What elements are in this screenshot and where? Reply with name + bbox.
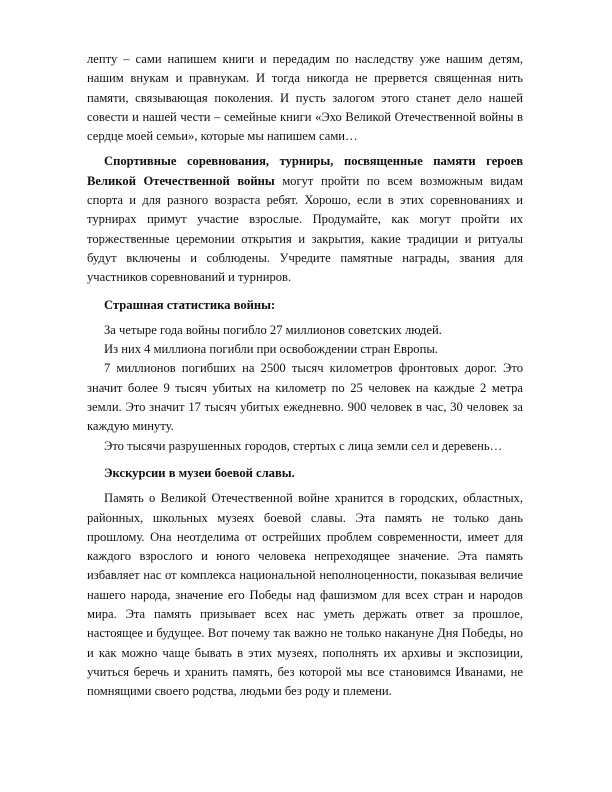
sports-lead-phrase: Спортивные соревнования, турниры, посвященные памяти героев Великой Отечественной войны (87, 154, 523, 188)
document-page (87, 50, 523, 702)
heading-war-statistics: Страшная статистика войны: (104, 297, 276, 312)
paragraph-sports (87, 152, 523, 287)
sports-text: могут пройти по всем возможным видам спорта и для разного возраста ребят. Хорошо, если в этих соревнованиях и турнирах примут участие взрослые. Продумайте, как могут пройти их торжественные церемонии открытия и закрытия, какие традиции и ритуалы будут включены и соблюдены. Учредите памятные награды, звания для участников соревнований и турниров. (87, 173, 523, 285)
paragraph-museums: Память о Великой Отечественной войне хранится в городских, областных, районных, школьных музеях боевой славы. Эта память не только дань прошлому. Она неотделима от острейших проблем современности, имеет для каждого взрослого и юного человека непреходящее значение. Эта память избавляет нас от комплекса национальной неполноценности, показывая величие нашего народа, значение его Победы над фашизмом для всех стран и народов мира. Эта память призывает всех нас уметь держать ответ за прошлое, настоящее и будущее. Вот почему так важно не только накануне Дня Победы, но и как можно чаще бывать в этих музеях, пополнять их архивы и экспозиции, учиться беречь и хранить память, без которой мы все становимся Иванами, не помнящими своего родства, людьми без роду и племени. (87, 491, 523, 699)
stat-line: За четыре года войны погибло 27 миллионов советских людей. (104, 322, 442, 337)
paragraph-family-books: лепту – сами напишем книги и передадим по наследству уже нашим детям, нашим внукам и правнукам. И тогда никогда не прервется священная нить памяти, связывающая поколения. И пусть залогом этого станет дело нашей совести и нашей чести – семейные книги «Эхо Великой Отечественной войны в сердце моей семьи», которые мы напишем сами… (87, 52, 523, 144)
stat-line: Это тысячи разрушенных городов, стертых с лица земли сел и деревень… (104, 438, 503, 453)
heading-museum-excursions: Экскурсии в музеи боевой славы. (104, 465, 295, 480)
stat-line: Из них 4 миллиона погибли при освобождении стран Европы. (104, 342, 438, 357)
stat-line: 7 миллионов погибших на 2500 тысяч километров фронтовых дорог. Это значит более 9 тысяч убитых на километр по 25 человек на каждые 2 метра земли. Это значит 17 тысяч убитых ежедневно. 900 человек в час, 30 человек за каждую минуту. (87, 361, 523, 434)
